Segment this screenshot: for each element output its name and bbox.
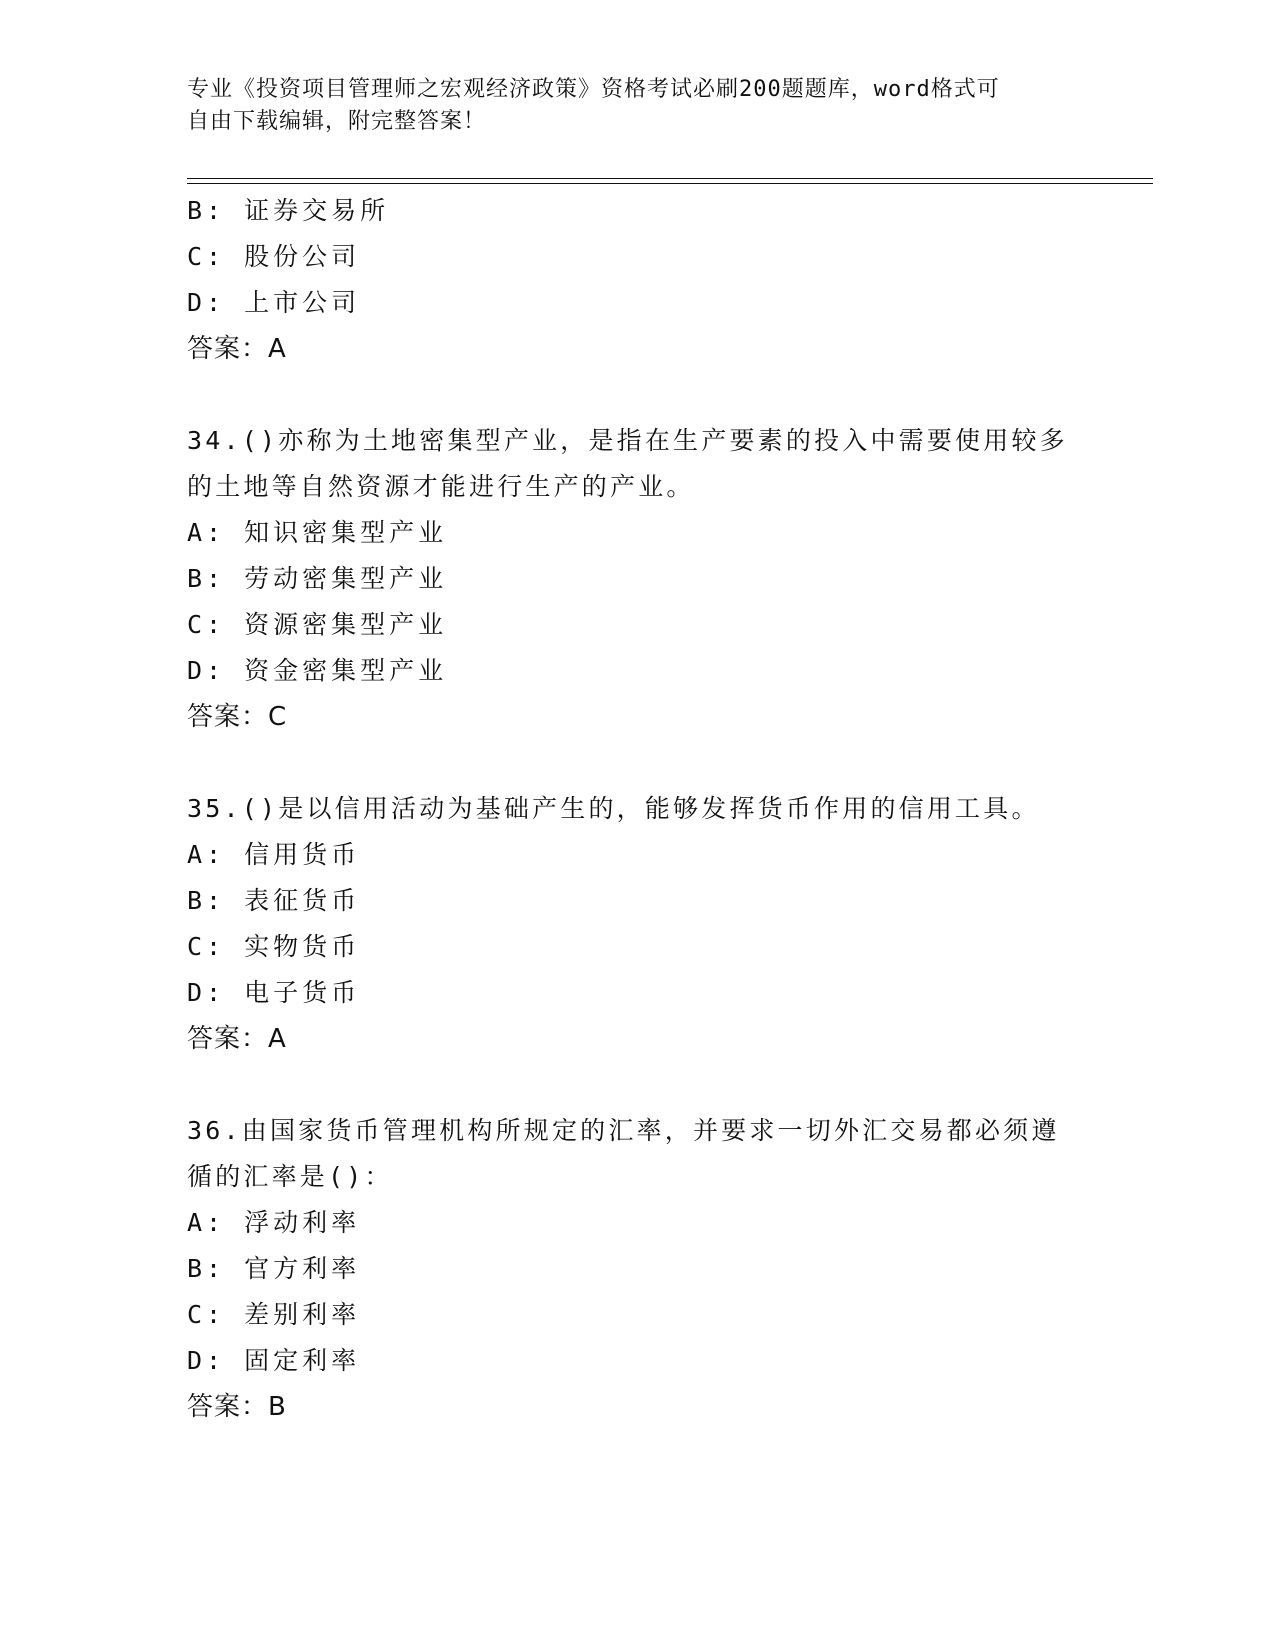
question-block-36 [187, 1108, 1087, 1430]
question-line: 循的汇率是()： [187, 1162, 393, 1191]
question-line: 的土地等自然资源才能进行生产的产业。 [187, 472, 695, 501]
option-d: D: 资金密集型产业 [187, 656, 448, 685]
option-d: D: 电子货币 [187, 978, 361, 1007]
option-a: A: 浮动利率 [187, 1208, 361, 1237]
question-list [187, 188, 1087, 1430]
answer-line: 答案：A [187, 1024, 287, 1054]
question-block-33 [187, 188, 1087, 372]
document-header [187, 74, 1067, 138]
question-line: 35.()是以信用活动为基础产生的，能够发挥货币作用的信用工具。 [187, 794, 1040, 823]
option-b: B: 证券交易所 [187, 196, 390, 225]
option-a: A: 信用货币 [187, 840, 361, 869]
question-block-34 [187, 418, 1087, 740]
option-c: C: 实物货币 [187, 932, 361, 961]
spacer [187, 1062, 1087, 1108]
option-d: D: 上市公司 [187, 288, 361, 317]
header-rule-bottom [187, 183, 1153, 184]
spacer [187, 740, 1087, 786]
answer-line: 答案：C [187, 702, 288, 732]
option-d: D: 固定利率 [187, 1346, 361, 1375]
option-b: B: 表征货币 [187, 886, 361, 915]
option-b: B: 官方利率 [187, 1254, 361, 1283]
answer-line: 答案：B [187, 1392, 287, 1422]
header-rule-top [187, 178, 1153, 179]
question-block-35 [187, 786, 1087, 1062]
question-line: 34.()亦称为土地密集型产业，是指在生产要素的投入中需要使用较多 [187, 426, 1068, 455]
answer-line: 答案：A [187, 334, 287, 364]
option-c: C: 资源密集型产业 [187, 610, 448, 639]
question-line: 36.由国家货币管理机构所规定的汇率，并要求一切外汇交易都必须遵 [187, 1116, 1060, 1145]
option-c: C: 差别利率 [187, 1300, 361, 1329]
option-b: B: 劳动密集型产业 [187, 564, 448, 593]
question-text [187, 786, 1087, 832]
header-line-1: 专业《投资项目管理师之宏观经济政策》资格考试必刷200题题库，word格式可 [187, 77, 1000, 102]
spacer [187, 372, 1087, 418]
option-c: C: 股份公司 [187, 242, 361, 271]
option-a: A: 知识密集型产业 [187, 518, 448, 547]
header-line-2: 自由下载编辑，附完整答案！ [187, 109, 487, 134]
question-text [187, 1108, 1087, 1200]
question-text [187, 418, 1087, 510]
